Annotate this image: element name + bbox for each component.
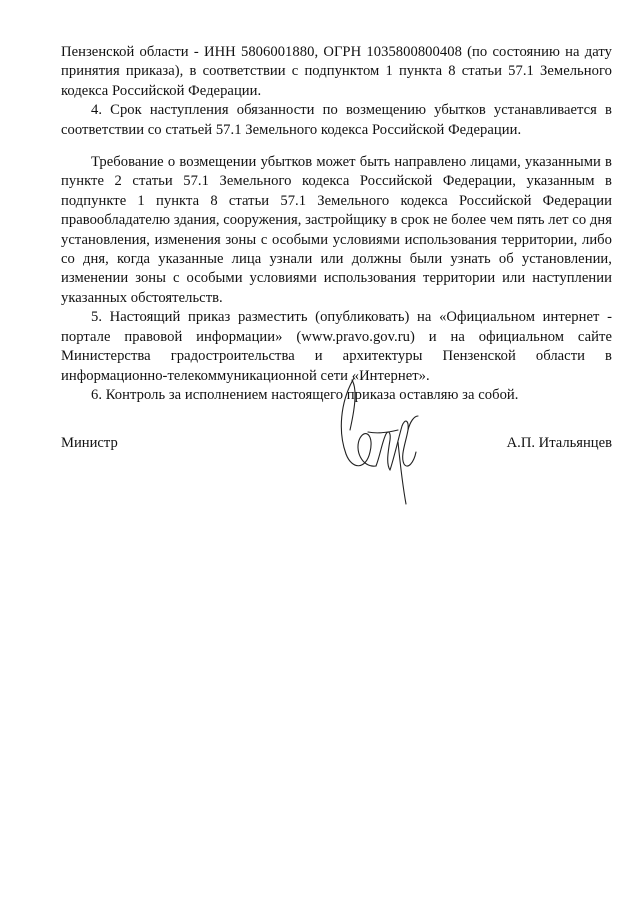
- paragraph-item-6: 6. Контроль за исполнением настоящего приказа оставляю за собой.: [91, 386, 519, 403]
- signature-block: [61, 434, 612, 456]
- document-body: [61, 43, 612, 405]
- paragraph-item-5: 5. Настоящий приказ разместить (опубликовать) на «Официальном интернет - портале правовой информации» (www.pravo.gov.ru) и на официальном сайте Министерства градостроительства и архитектуры Пензенской области в информационно-телекоммуникационной сети «Интернет».: [61, 309, 612, 384]
- paragraph-item-4: 4. Срок наступления обязанности по возмещению убытков устанавливается в соответствии со статьей 57.1 Земельного кодекса Российской Федерации.: [61, 102, 612, 138]
- signer-name: А.П. Итальянцев: [506, 435, 612, 451]
- paragraph-damages-claim: Требование о возмещении убытков может быть направлено лицами, указанными в пункте 2 статьи 57.1 Земельного кодекса Российской Федерации, указанным в подпункте 1 пункта 8 статьи 57.1 Земельного кодекса Российской Федерации правообладателю здания, сооружения, застройщику в срок не более чем пять лет со дня установления, изменения зоны с особыми условиями использования территории, либо со дня, когда указанные лица узнали или должны были узнать об установлении, изменении зоны с особыми условиями использования территории или наступлении указанных обстоятельств.: [61, 154, 612, 306]
- paragraph-continuation: Пензенской области - ИНН 5806001880, ОГРН 1035800800408 (по состоянию на дату принятия приказа), в соответствии с подпунктом 1 пункта 8 статьи 57.1 Земельного кодекса Российской Федерации.: [61, 44, 612, 99]
- signer-title: Министр: [61, 435, 118, 451]
